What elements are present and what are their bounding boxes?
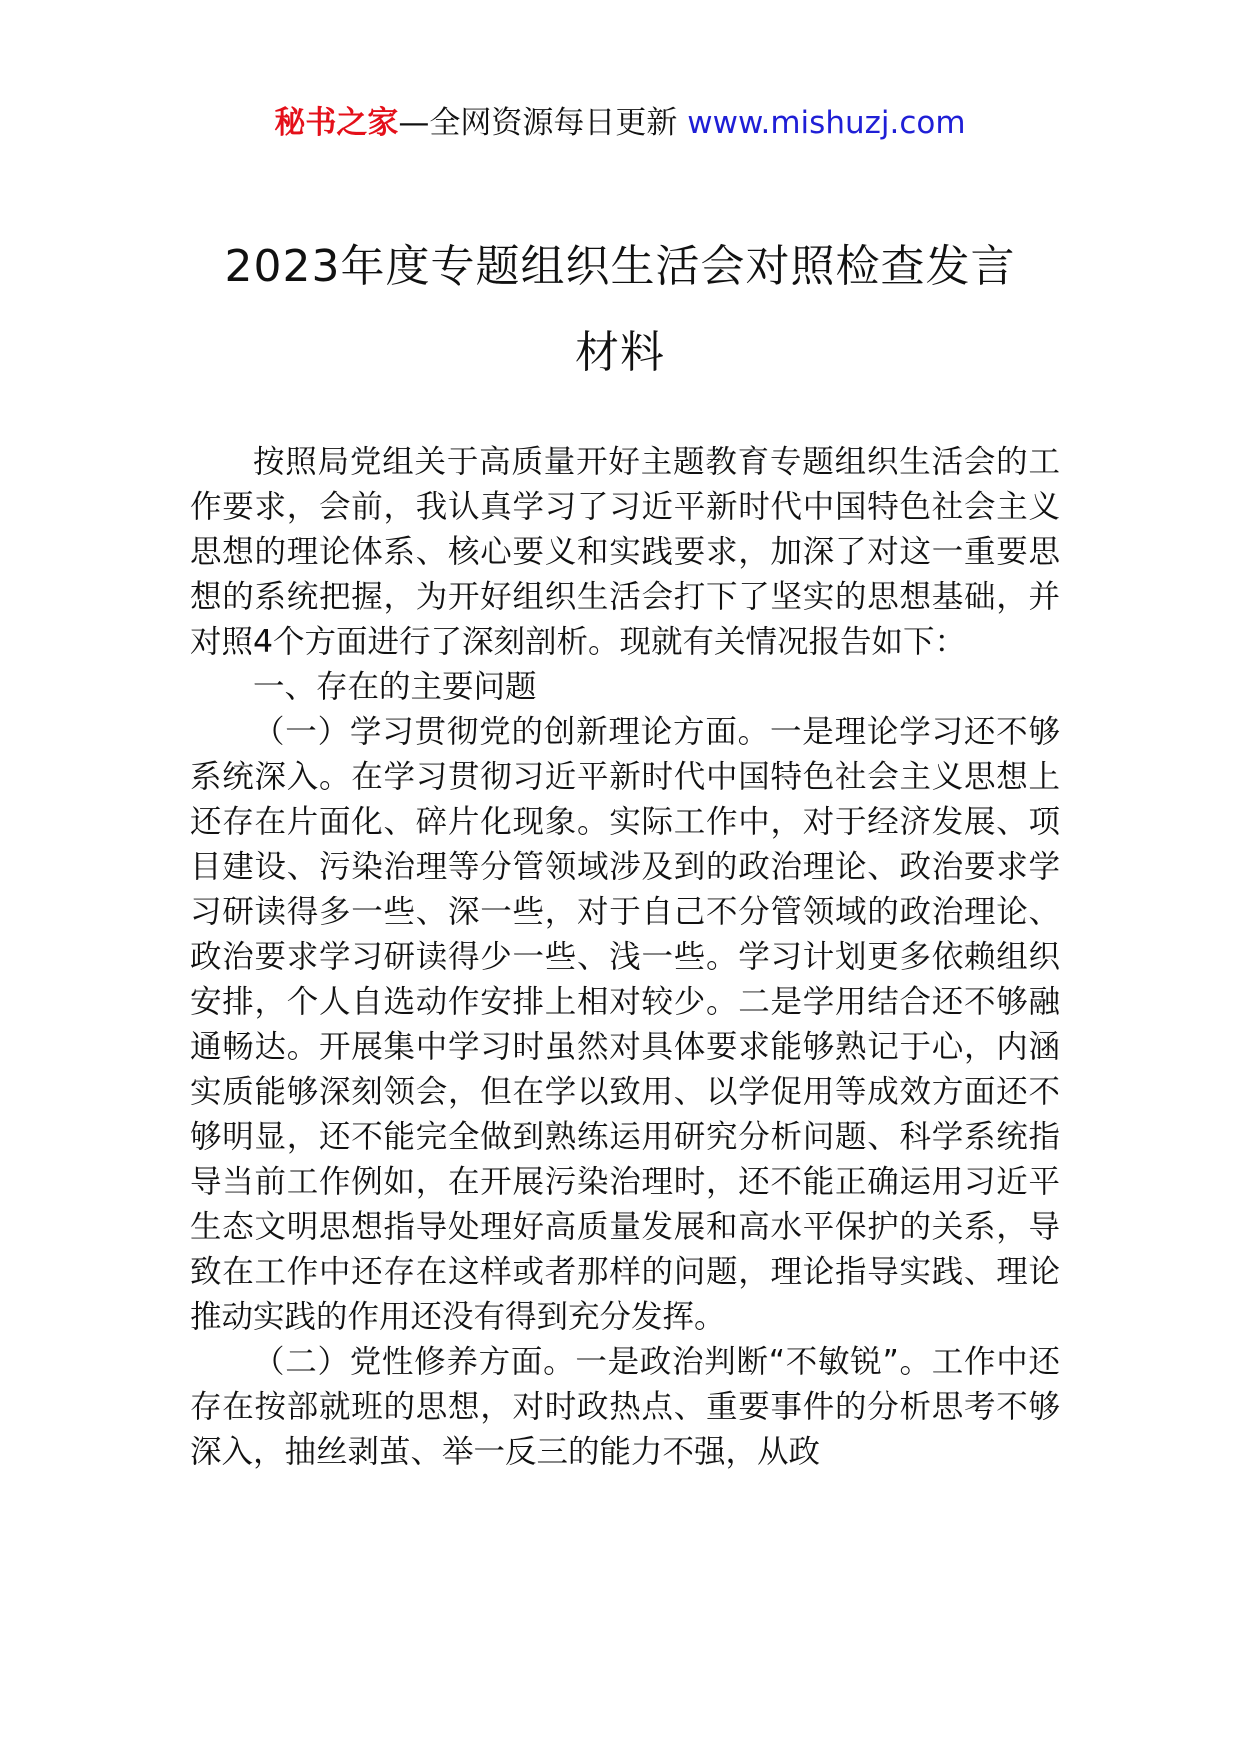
- title-line-2: 材料: [575, 327, 665, 378]
- intro-paragraph: 按照局党组关于高质量开好主题教育专题组织生活会的工作要求，会前，我认真学习了习近平新时代中国特色社会主义思想的理论体系、核心要义和实践要求，加深了对这一重要思想的系统把握，为开好组织生活会打下了坚实的思想基础，并对照4个方面进行了深刻剖析。现就有关情况报告如下：: [190, 444, 1060, 660]
- document-title: [140, 224, 1100, 396]
- brand-name: 秘书之家: [274, 105, 399, 141]
- section-heading: 一、存在的主要问题: [253, 669, 537, 705]
- title-line-1: 2023年度专题组织生活会对照检查发言: [224, 241, 1016, 292]
- document-body: [190, 440, 1060, 1475]
- body-paragraph: （一）学习贯彻党的创新理论方面。一是理论学习还不够系统深入。在学习贯彻习近平新时代中国特色社会主义思想上还存在片面化、碎片化现象。实际工作中，对于经济发展、项目建设、污染治理等分管领域涉及到的政治理论、政治要求学习研读得多一些、深一些，对于自己不分管领域的政治理论、政治要求学习研读得少一些、浅一些。学习计划更多依赖组织安排，个人自选动作安排上相对较少。二是学用结合还不够融通畅达。开展集中学习时虽然对具体要求能够熟记于心，内涵实质能够深刻领会，但在学以致用、以学促用等成效方面还不够明显，还不能完全做到熟练运用研究分析问题、科学系统指导当前工作例如，在开展污染治理时，还不能正确运用习近平生态文明思想指导处理好高质量发展和高水平保护的关系，导致在工作中还存在这样或者那样的问题，理论指导实践、理论推动实践的作用还没有得到充分发挥。: [190, 714, 1060, 1335]
- site-header: [0, 100, 1240, 146]
- site-url[interactable]: www.mishuzj.com: [687, 105, 966, 141]
- header-slogan: —全网资源每日更新: [398, 105, 678, 141]
- body-paragraph: （二）党性修养方面。一是政治判断“不敏锐”。工作中还存在按部就班的思想，对时政热点、重要事件的分析思考不够深入，抽丝剥茧、举一反三的能力不强，从政: [190, 1344, 1060, 1470]
